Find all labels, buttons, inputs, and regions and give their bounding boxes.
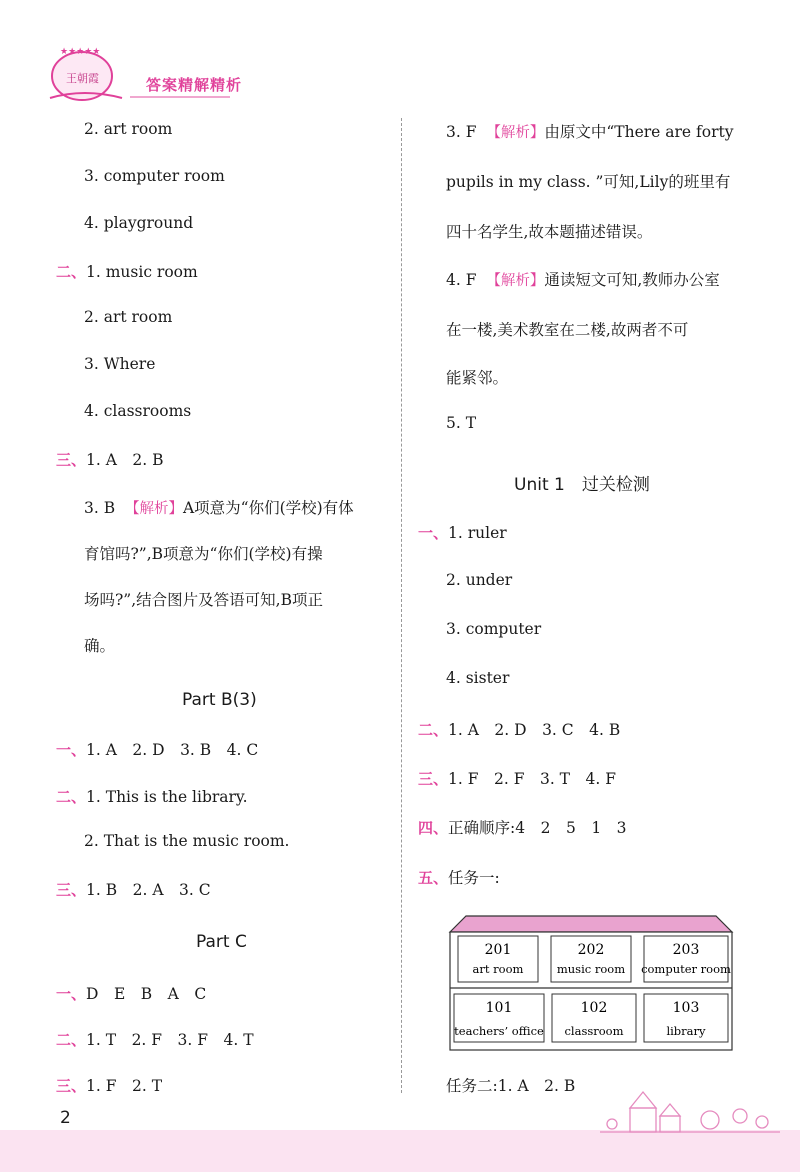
left-line-18 — [56, 1028, 254, 1050]
section-mark: 四、 — [418, 819, 449, 837]
left-line-4 — [56, 261, 198, 282]
left-line-7: 4. classrooms — [84, 402, 192, 420]
right-line-10: 3. computer — [446, 620, 542, 638]
answer-text: 正确顺序:4 2 5 1 3 — [448, 819, 627, 837]
left-line-15: 2. That is the music room. — [84, 832, 290, 850]
left-line-3: 4. playground — [84, 214, 194, 232]
right-line-9: 2. under — [446, 571, 513, 589]
section-mark: 二、 — [418, 721, 449, 739]
left-line-14 — [56, 786, 248, 807]
right-line-16: 任务二:1. A 2. B — [446, 1077, 576, 1095]
heading-unit-1: Unit 1 过关检测 — [514, 475, 650, 495]
right-line-2: pupils in my class. ”可知,Lily的班里有 — [446, 173, 731, 191]
heading-part-b: Part B(3) — [182, 690, 257, 710]
analysis-text: A项意为“你们(学校)有体 — [182, 499, 354, 517]
analysis-tag: 【解析】 — [124, 501, 183, 517]
left-line-2: 3. computer room — [84, 167, 225, 185]
right-line-5: 在一楼,美术教室在二楼,故两者不可 — [446, 321, 689, 339]
section-mark: 三、 — [56, 451, 87, 469]
school-building-diagram — [446, 912, 736, 1052]
left-line-17 — [56, 982, 206, 1004]
answer-text: 1. T 2. F 3. F 4. T — [86, 1031, 254, 1049]
section-mark: 二、 — [56, 1031, 87, 1049]
answer-text: 1. B 2. A 3. C — [86, 881, 211, 899]
answer-text: 1. A 2. B — [86, 451, 164, 469]
section-mark: 三、 — [56, 1077, 87, 1095]
answer-number: 3. B — [84, 499, 116, 517]
svg-text:★★★★★: ★★★★★ — [60, 47, 101, 57]
left-line-5: 2. art room — [84, 308, 173, 326]
right-line-13 — [418, 767, 616, 789]
left-line-1: 2. art room — [84, 120, 173, 138]
room-number: 101 — [485, 1000, 513, 1016]
left-line-10: 育馆吗?”,B项意为“你们(学校)有操 — [84, 545, 323, 563]
analysis-tag: 【解析】 — [486, 125, 545, 141]
right-line-15 — [418, 866, 500, 888]
left-line-12: 确。 — [84, 637, 116, 655]
heading-part-c: Part C — [196, 932, 247, 952]
section-mark: 一、 — [418, 524, 449, 542]
right-line-1 — [446, 120, 734, 142]
answer-text: 1. ruler — [448, 524, 507, 542]
answer-text: 1. music room — [86, 263, 198, 281]
room-number: 203 — [672, 942, 700, 958]
header-title: 答案精解精析 — [146, 76, 243, 94]
logo-icon — [44, 40, 126, 106]
analysis-tag: 【解析】 — [486, 273, 545, 289]
room-number: 201 — [484, 942, 512, 958]
room-name: teachers’ office — [454, 1024, 544, 1038]
right-line-8 — [418, 522, 507, 543]
answer-text: 1. A 2. D 3. C 4. B — [448, 721, 621, 739]
section-mark: 五、 — [418, 869, 449, 887]
column-divider — [401, 118, 402, 1093]
left-line-16 — [56, 878, 211, 900]
room-name: art room — [472, 962, 524, 976]
section-mark: 二、 — [56, 263, 87, 281]
right-line-14 — [418, 816, 627, 838]
analysis-text: 由原文中“There are forty — [544, 123, 734, 141]
right-line-11: 4. sister — [446, 669, 510, 687]
page-number: 2 — [60, 1108, 71, 1128]
right-line-4 — [446, 268, 720, 290]
right-line-7: 5. T — [446, 414, 477, 432]
svg-text:王朝霞: 王朝霞 — [66, 72, 99, 85]
answer-number: 3. F — [446, 123, 477, 141]
footer-band — [0, 1130, 800, 1172]
room-name: library — [666, 1024, 706, 1038]
analysis-text: 通读短文可知,教师办公室 — [544, 271, 720, 289]
left-line-8 — [56, 448, 164, 470]
answer-text: 1. F 2. F 3. T 4. F — [448, 770, 616, 788]
answer-number: 4. F — [446, 271, 477, 289]
room-name: classroom — [564, 1024, 624, 1038]
section-mark: 一、 — [56, 985, 87, 1003]
room-number: 103 — [672, 1000, 700, 1016]
section-mark: 一、 — [56, 741, 87, 759]
right-line-6: 能紧邻。 — [446, 369, 509, 387]
left-line-11: 场吗?”,结合图片及答语可知,B项正 — [84, 591, 323, 609]
answer-text: 任务一: — [448, 869, 500, 887]
header-rule — [130, 96, 230, 98]
right-line-3: 四十名学生,故本题描述错误。 — [446, 223, 653, 241]
roof — [450, 916, 732, 932]
page-header — [0, 0, 800, 110]
left-line-19 — [56, 1074, 162, 1096]
room-number: 102 — [580, 1000, 608, 1016]
castle-decoration-icon — [600, 1086, 780, 1136]
section-mark: 二、 — [56, 788, 87, 806]
section-mark: 三、 — [418, 770, 449, 788]
right-line-12 — [418, 718, 620, 740]
answer-text: 1. F 2. T — [86, 1077, 163, 1095]
left-line-13 — [56, 738, 258, 760]
answer-text: D E B A C — [86, 985, 207, 1003]
answer-text: 1. A 2. D 3. B 4. C — [86, 741, 259, 759]
room-number: 202 — [577, 942, 605, 958]
answer-text: 1. This is the library. — [86, 788, 248, 806]
room-name: computer room — [641, 962, 731, 976]
left-line-9 — [84, 496, 354, 518]
room-name: music room — [556, 962, 626, 976]
section-mark: 三、 — [56, 881, 87, 899]
left-line-6: 3. Where — [84, 355, 156, 373]
